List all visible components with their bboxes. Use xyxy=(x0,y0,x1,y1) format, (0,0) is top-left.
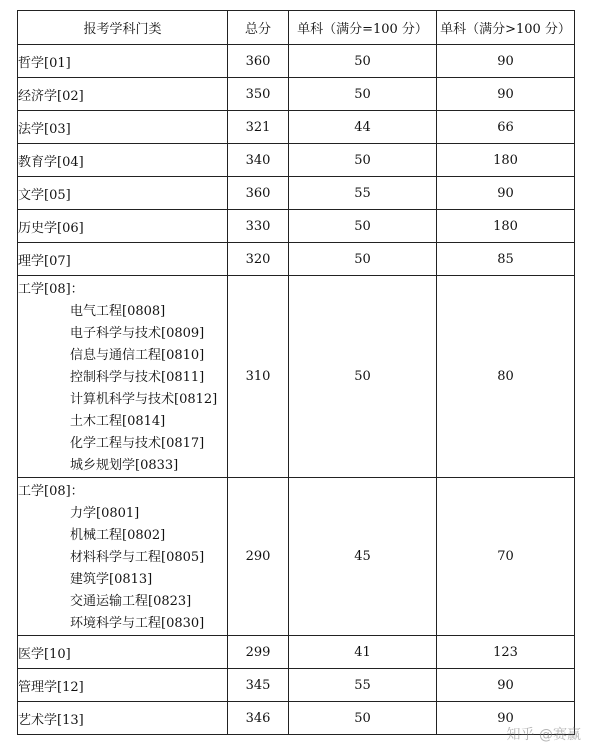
header-single-over100: 单科（满分>100 分） xyxy=(437,11,575,45)
table-row xyxy=(18,636,575,669)
table-row xyxy=(18,669,575,702)
group-title: 工学[08]： xyxy=(18,484,84,499)
major-item: 材料科学与工程[0805] xyxy=(70,550,205,565)
table-row-group-engineering-b xyxy=(18,478,575,636)
category-cell: 历史学[06] xyxy=(18,210,228,243)
table-row xyxy=(18,702,575,735)
single-100-cell: 50 xyxy=(289,78,437,111)
total-cell: 299 xyxy=(228,636,289,669)
category-cell: 法学[03] xyxy=(18,111,228,144)
major-item: 电子科学与技术[0809] xyxy=(70,326,205,341)
single-over100-cell: 123 xyxy=(437,636,575,669)
header-category: 报考学科门类 xyxy=(18,11,228,45)
category-cell: 医学[10] xyxy=(18,636,228,669)
total-cell: 330 xyxy=(228,210,289,243)
table-header-row xyxy=(18,11,575,45)
total-cell: 346 xyxy=(228,702,289,735)
single-100-cell: 50 xyxy=(289,276,437,478)
header-total: 总分 xyxy=(228,11,289,45)
major-item: 建筑学[0813] xyxy=(70,572,153,587)
major-item: 信息与通信工程[0810] xyxy=(70,348,205,363)
single-over100-cell: 66 xyxy=(437,111,575,144)
table-row xyxy=(18,177,575,210)
single-100-cell: 50 xyxy=(289,702,437,735)
category-cell: 经济学[02] xyxy=(18,78,228,111)
category-cell xyxy=(18,276,228,478)
category-cell: 哲学[01] xyxy=(18,45,228,78)
major-item: 交通运输工程[0823] xyxy=(70,594,192,609)
major-item: 力学[0801] xyxy=(70,506,140,521)
category-cell: 理学[07] xyxy=(18,243,228,276)
total-cell: 360 xyxy=(228,45,289,78)
single-100-cell: 45 xyxy=(289,478,437,636)
total-cell: 350 xyxy=(228,78,289,111)
category-cell: 文学[05] xyxy=(18,177,228,210)
single-100-cell: 44 xyxy=(289,111,437,144)
category-cell: 艺术学[13] xyxy=(18,702,228,735)
total-cell: 310 xyxy=(228,276,289,478)
major-item: 计算机科学与技术[0812] xyxy=(70,392,218,407)
table-row xyxy=(18,111,575,144)
header-single-100: 单科（满分=100 分） xyxy=(289,11,437,45)
single-over100-cell: 85 xyxy=(437,243,575,276)
single-100-cell: 50 xyxy=(289,210,437,243)
major-item: 机械工程[0802] xyxy=(70,528,166,543)
single-over100-cell: 80 xyxy=(437,276,575,478)
single-over100-cell: 90 xyxy=(437,702,575,735)
table-row xyxy=(18,78,575,111)
single-100-cell: 41 xyxy=(289,636,437,669)
total-cell: 290 xyxy=(228,478,289,636)
major-item: 环境科学与工程[0830] xyxy=(70,616,205,631)
single-100-cell: 50 xyxy=(289,144,437,177)
major-item: 控制科学与技术[0811] xyxy=(70,370,205,385)
table-row xyxy=(18,210,575,243)
single-100-cell: 50 xyxy=(289,243,437,276)
single-over100-cell: 180 xyxy=(437,144,575,177)
category-cell xyxy=(18,478,228,636)
total-cell: 340 xyxy=(228,144,289,177)
category-cell: 管理学[12] xyxy=(18,669,228,702)
table-row xyxy=(18,45,575,78)
single-over100-cell: 90 xyxy=(437,177,575,210)
total-cell: 360 xyxy=(228,177,289,210)
single-100-cell: 55 xyxy=(289,177,437,210)
single-over100-cell: 70 xyxy=(437,478,575,636)
group-title: 工学[08]： xyxy=(18,282,84,297)
major-item: 土木工程[0814] xyxy=(70,414,166,429)
single-over100-cell: 90 xyxy=(437,45,575,78)
score-line-table xyxy=(17,10,575,735)
single-100-cell: 55 xyxy=(289,669,437,702)
table-row xyxy=(18,144,575,177)
table-row xyxy=(18,243,575,276)
table-row-group-engineering-a xyxy=(18,276,575,478)
total-cell: 320 xyxy=(228,243,289,276)
single-over100-cell: 180 xyxy=(437,210,575,243)
major-item: 电气工程[0808] xyxy=(70,304,166,319)
total-cell: 345 xyxy=(228,669,289,702)
single-100-cell: 50 xyxy=(289,45,437,78)
watermark: 知乎 @赛赢 xyxy=(506,727,581,743)
category-cell: 教育学[04] xyxy=(18,144,228,177)
single-over100-cell: 90 xyxy=(437,78,575,111)
single-over100-cell: 90 xyxy=(437,669,575,702)
major-item: 化学工程与技术[0817] xyxy=(70,436,205,451)
major-item: 城乡规划学[0833] xyxy=(70,458,179,473)
total-cell: 321 xyxy=(228,111,289,144)
